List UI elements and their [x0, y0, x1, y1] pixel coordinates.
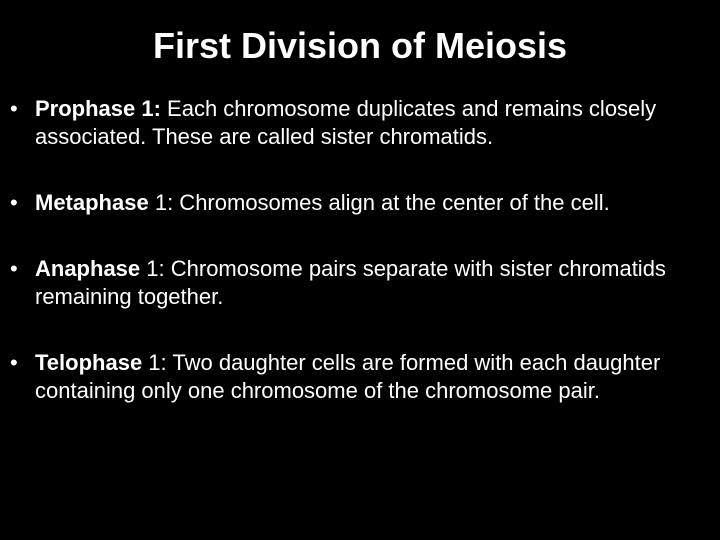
bullet-number: 1: [146, 256, 159, 281]
bullet-list: [10, 95, 710, 405]
bullet-term: Anaphase: [35, 256, 147, 281]
bullet-telophase: [10, 349, 710, 405]
bullet-description: Each chromosome duplicates and remains closely associated. These are called sister chromatids.: [35, 96, 657, 149]
bullet-prophase: [10, 95, 710, 151]
bullet-term: Metaphase: [35, 190, 155, 215]
bullet-number: 1: [154, 190, 168, 215]
bullet-description: : Chromosome pairs separate with sister chromatids remaining together.: [35, 256, 666, 309]
bullet-term: Prophase 1:: [35, 96, 161, 121]
bullet-description: : Chromosomes align at the center of the cell.: [167, 190, 610, 215]
bullet-icon: •: [10, 350, 18, 375]
bullet-term: Telophase: [35, 350, 149, 375]
bullet-description: : Two daughter cells are formed with each daughter containing only one chromosome of the chromosome pair.: [35, 350, 661, 403]
slide-title: First Division of Meiosis: [152, 25, 568, 66]
bullet-metaphase: [10, 189, 710, 217]
bullet-number: 1: [148, 350, 161, 375]
bullet-icon: •: [10, 256, 18, 281]
bullet-anaphase: [10, 255, 710, 311]
bullet-icon: •: [10, 190, 18, 215]
bullet-icon: •: [10, 96, 18, 121]
